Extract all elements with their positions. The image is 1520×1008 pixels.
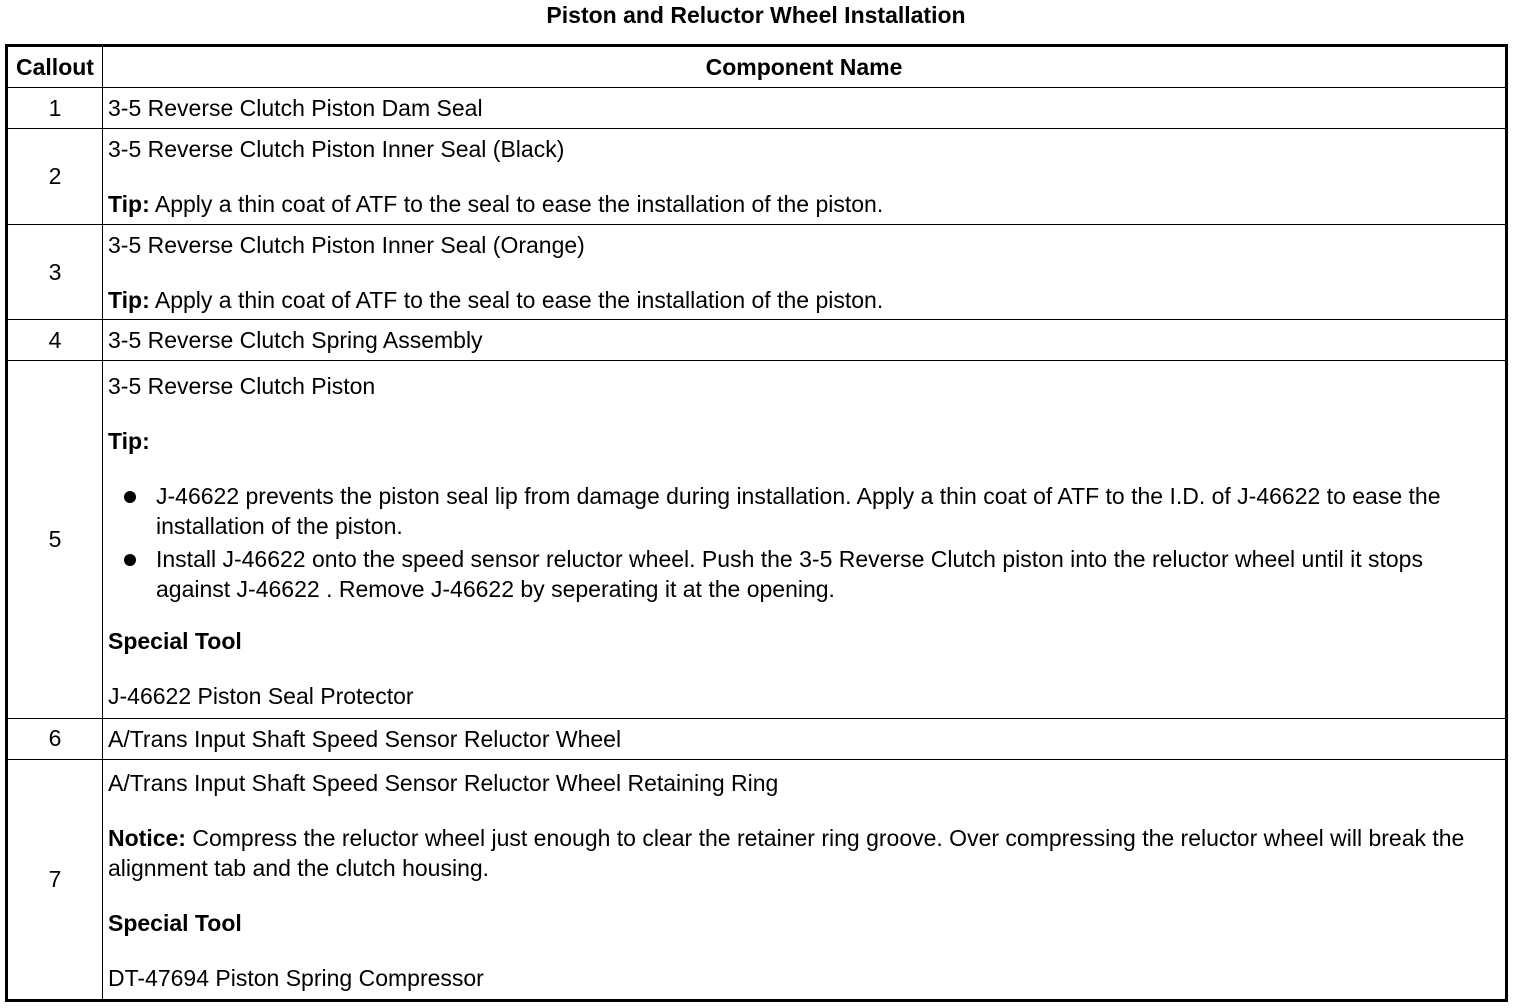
component-name: A/Trans Input Shaft Speed Sensor Reluctor Wheel bbox=[108, 725, 622, 752]
component-cell bbox=[103, 224, 1507, 320]
table-row bbox=[7, 224, 1507, 320]
special-tool-name: DT-47694 Piston Spring Compressor bbox=[108, 964, 484, 991]
component-name: 3-5 Reverse Clutch Piston Inner Seal (Black) bbox=[108, 135, 565, 162]
notice-paragraph bbox=[108, 823, 1500, 883]
header-callout: Callout bbox=[7, 46, 103, 88]
special-tool-label: Special Tool bbox=[108, 909, 242, 936]
bullet-text: Install J-46622 onto the speed sensor reluctor wheel. Push the 3-5 Reverse Clutch piston into the reluctor wheel until it stops against J-46622 . Remove J-46622 by seperating it at the opening. bbox=[156, 545, 1423, 602]
table-row bbox=[7, 129, 1507, 225]
component-name: 3-5 Reverse Clutch Piston Dam Seal bbox=[108, 95, 483, 121]
list-item bbox=[156, 481, 1500, 541]
component-cell bbox=[103, 759, 1507, 1000]
component-cell bbox=[103, 88, 1507, 129]
document-title: Piston and Reluctor Wheel Installation bbox=[546, 2, 966, 28]
component-table bbox=[5, 44, 1508, 1002]
notice-text: Compress the reluctor wheel just enough to clear the retainer ring groove. Over compressing the reluctor wheel will break the alignment tab and the clutch housing. bbox=[108, 824, 1465, 881]
tip-text: Apply a thin coat of ATF to the seal to ease the installation of the piston. bbox=[149, 286, 884, 313]
callout-cell: 3 bbox=[7, 224, 103, 320]
header-component-name: Component Name bbox=[103, 46, 1507, 88]
table-row bbox=[7, 361, 1507, 718]
tip-paragraph bbox=[108, 189, 1500, 219]
component-name: 3-5 Reverse Clutch Piston bbox=[108, 372, 376, 399]
callout-cell: 5 bbox=[7, 361, 103, 718]
callout-cell: 4 bbox=[7, 320, 103, 361]
list-item bbox=[156, 544, 1500, 604]
component-name: A/Trans Input Shaft Speed Sensor Reluctor Wheel Retaining Ring bbox=[108, 769, 779, 796]
callout-cell: 2 bbox=[7, 129, 103, 225]
component-name: 3-5 Reverse Clutch Piston Inner Seal (Orange) bbox=[108, 231, 585, 258]
bullet-icon bbox=[124, 491, 136, 503]
tip-text: Apply a thin coat of ATF to the seal to ease the installation of the piston. bbox=[149, 190, 884, 217]
notice-label: Notice: bbox=[108, 824, 186, 851]
table-row bbox=[7, 759, 1507, 1000]
table-row bbox=[7, 320, 1507, 361]
bullet-icon bbox=[124, 554, 136, 566]
special-tool-label: Special Tool bbox=[108, 627, 242, 654]
callout-cell: 6 bbox=[7, 718, 103, 759]
special-tool-name: J-46622 Piston Seal Protector bbox=[108, 682, 414, 709]
tip-label: Tip: bbox=[108, 190, 150, 217]
component-cell bbox=[103, 320, 1507, 361]
bullet-text: J-46622 prevents the piston seal lip from damage during installation. Apply a thin coat of ATF to the I.D. of J-46622 to ease the installation of the piston. bbox=[156, 482, 1441, 539]
callout-cell: 7 bbox=[7, 759, 103, 1000]
tip-label: Tip: bbox=[108, 427, 150, 454]
table-row bbox=[7, 88, 1507, 129]
component-cell bbox=[103, 361, 1507, 718]
table-row bbox=[7, 718, 1507, 759]
tip-paragraph bbox=[108, 285, 1500, 315]
component-name: 3-5 Reverse Clutch Spring Assembly bbox=[108, 327, 483, 354]
component-cell bbox=[103, 718, 1507, 759]
callout-cell: 1 bbox=[7, 88, 103, 129]
component-cell bbox=[103, 129, 1507, 225]
tip-bullet-list bbox=[108, 481, 1500, 604]
table-header-row bbox=[7, 46, 1507, 88]
tip-label: Tip: bbox=[108, 286, 150, 313]
